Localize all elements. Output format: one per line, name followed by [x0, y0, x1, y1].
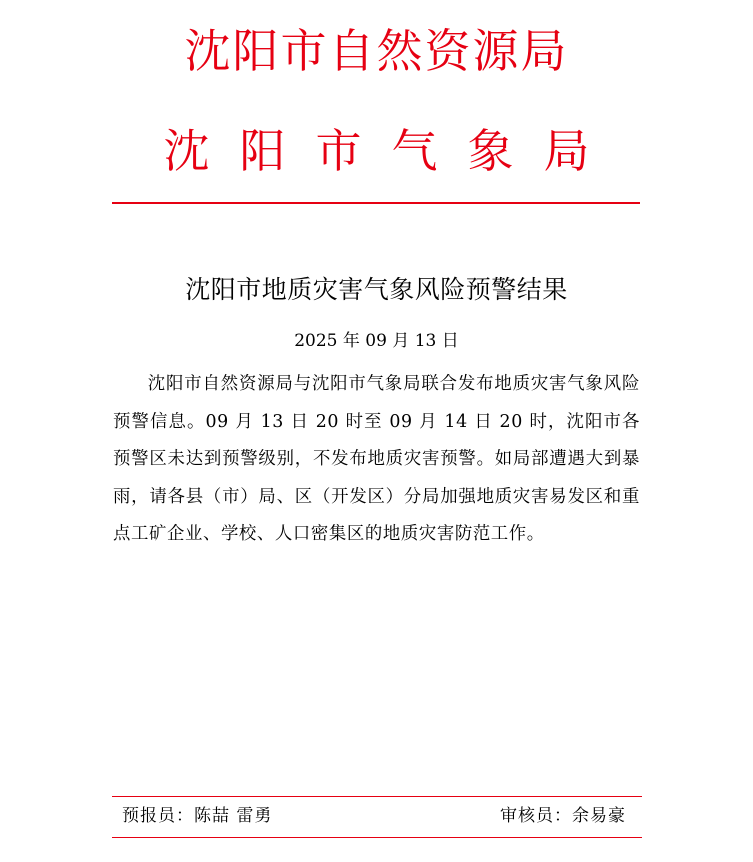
- document-date: 2025 年 09 月 13 日: [294, 331, 459, 351]
- reviewer-names: 余易豪: [572, 806, 626, 826]
- document-body: 沈阳市自然资源局与沈阳市气象局联合发布地质灾害气象风险预警信息。09 月 13 日 20 时至 09 月 14 日 20 时，沈阳市各预警区未达到预警级别，不发布地质灾害预警。如局部遭遇大到暴雨，请各县（市）局、区（开发区）分局加强地质灾害易发区和重点工矿企业、学校、人口密集区的地质灾害防范工作。: [113, 374, 640, 544]
- reviewer-label: 审核员：: [500, 806, 572, 826]
- forecaster-line: [122, 808, 272, 825]
- footer-bottom-divider: [112, 837, 642, 838]
- forecaster-label: 预报员：: [122, 806, 194, 826]
- document-title: 沈阳市地质灾害气象风险预警结果: [185, 275, 568, 304]
- forecaster-names: 陈喆 雷勇: [194, 806, 273, 826]
- footer-top-divider: [112, 796, 642, 797]
- header-divider: [112, 202, 640, 204]
- issuer-title-meteorological: 沈阳市气象局: [163, 124, 620, 178]
- issuer-title-natural-resources: 沈阳市自然资源局: [184, 24, 569, 78]
- reviewer-line: [500, 808, 626, 825]
